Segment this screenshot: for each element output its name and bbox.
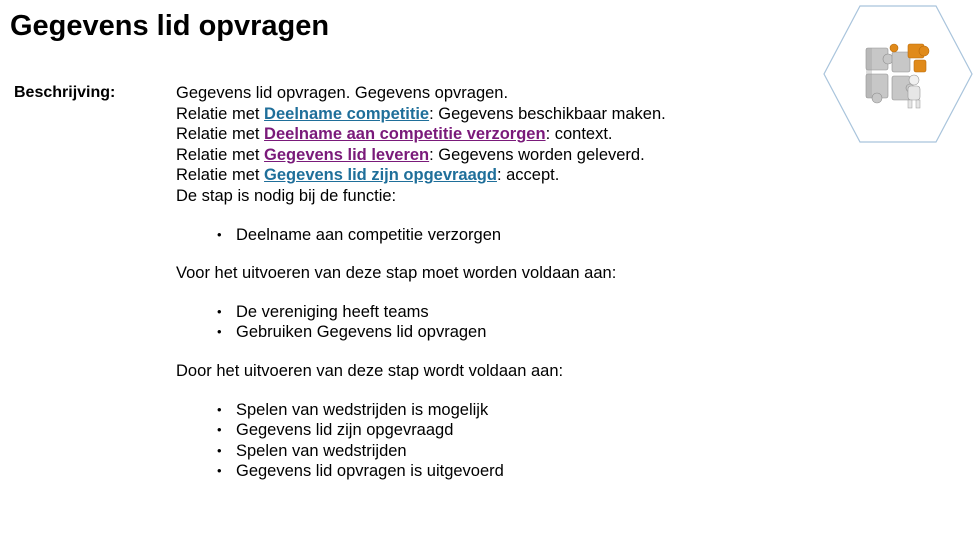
relation-line <box>176 104 796 125</box>
precondition-list <box>176 302 796 343</box>
relation-link-gegevens-lid-zijn-opgevraagd[interactable]: Gegevens lid zijn opgevraagd <box>264 166 497 185</box>
postcondition-list <box>176 400 796 482</box>
list-item: • Gegevens lid opvragen is uitgevoerd <box>176 461 796 482</box>
function-list <box>176 225 796 246</box>
relation-prefix: Relatie met <box>176 125 265 144</box>
list-item: • De vereniging heeft teams <box>176 302 796 323</box>
list-item: • Deelname aan competitie verzorgen <box>176 225 796 246</box>
relation-line <box>176 124 796 145</box>
relation-prefix: Relatie met <box>176 104 265 123</box>
relation-line <box>176 145 796 166</box>
relation-prefix: Relatie met <box>176 166 265 185</box>
relation-line <box>176 165 796 186</box>
intro-text: Gegevens lid opvragen. Gegevens opvragen. <box>176 84 509 102</box>
relation-link-deelname-competitie[interactable]: Deelname competitie <box>264 104 430 123</box>
puzzle-logo <box>822 4 974 144</box>
list-item: • Spelen van wedstrijden is mogelijk <box>176 400 796 421</box>
list-item: • Spelen van wedstrijden <box>176 441 796 462</box>
postcondition-intro: Door het uitvoeren van deze stap wordt voldaan aan: <box>176 361 564 380</box>
relation-suffix: : Gegevens worden geleverd. <box>429 145 645 164</box>
description-content <box>176 83 796 482</box>
description-label: Beschrijving: <box>14 84 116 101</box>
puzzle-pieces-icon <box>822 4 974 144</box>
precondition-intro: Voor het uitvoeren van deze stap moet worden voldaan aan: <box>176 264 617 283</box>
list-item: • Gegevens lid zijn opgevraagd <box>176 420 796 441</box>
relation-suffix: : context. <box>545 125 613 144</box>
relation-suffix: : Gegevens beschikbaar maken. <box>429 104 666 123</box>
function-intro: De stap is nodig bij de functie: <box>176 186 397 205</box>
relation-link-deelname-aan-competitie-verzorgen[interactable]: Deelname aan competitie verzorgen <box>264 125 546 144</box>
page-title: Gegevens lid opvragen <box>10 10 330 42</box>
relation-prefix: Relatie met <box>176 145 265 164</box>
relation-link-gegevens-lid-leveren[interactable]: Gegevens lid leveren <box>264 145 430 164</box>
relation-suffix: : accept. <box>496 166 560 185</box>
list-item: • Gebruiken Gegevens lid opvragen <box>176 322 796 343</box>
